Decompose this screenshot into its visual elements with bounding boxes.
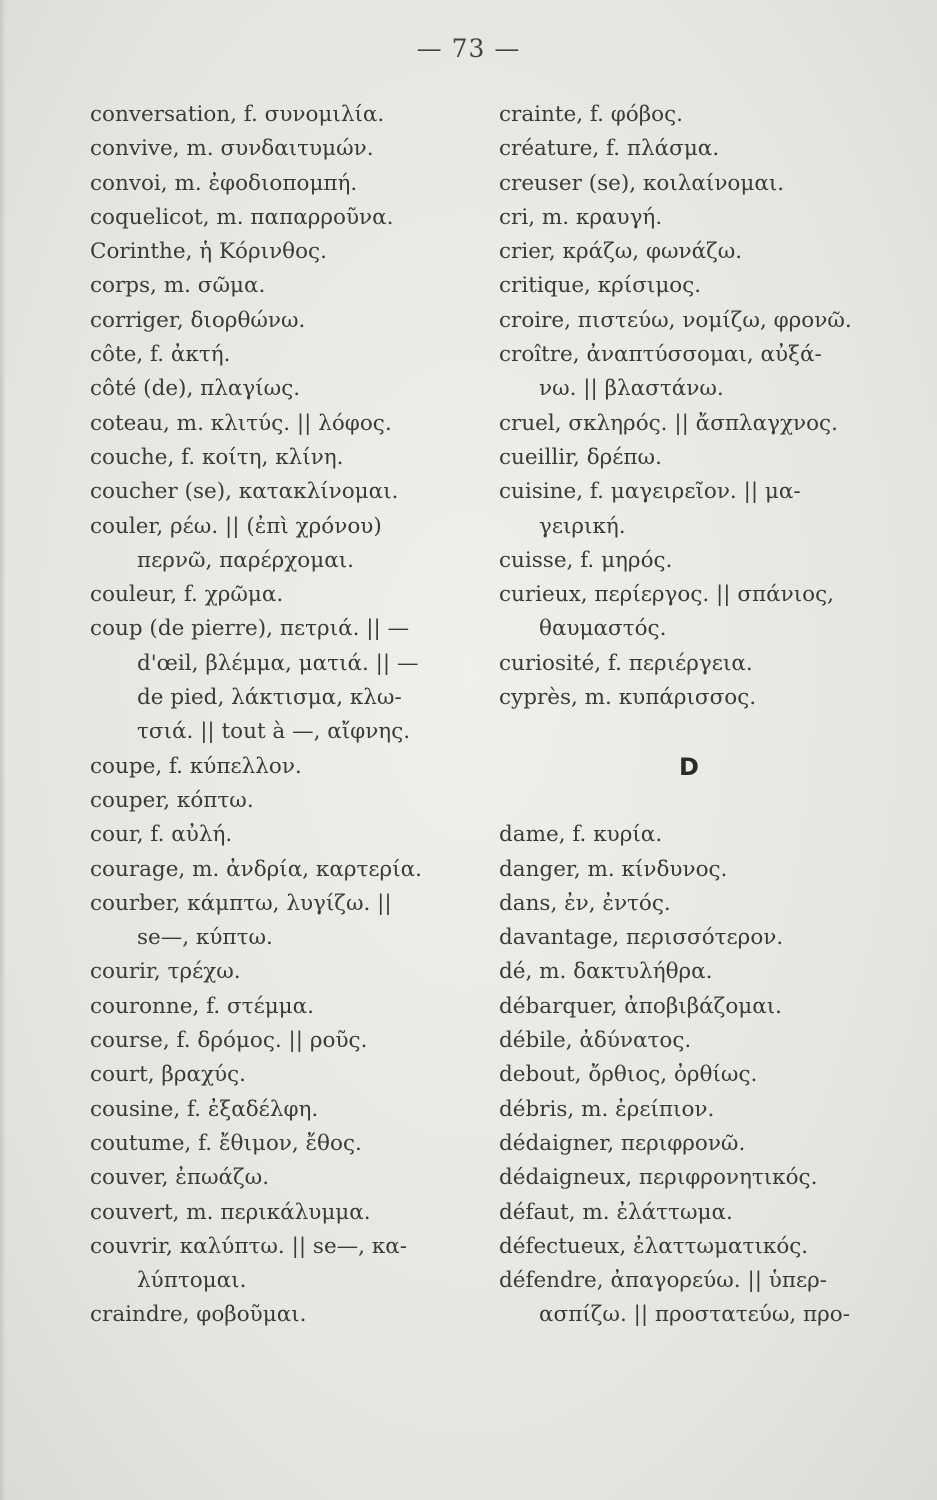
entry-continuation: λύπτομαι. [137,1268,247,1294]
dictionary-entry: couvrir, καλύπτω. || se—, κα- [90,1233,408,1259]
dictionary-entry: court, βραχύς. [90,1062,246,1088]
entry-continuation: se—, κύπτω. [137,925,273,951]
left-column [90,98,480,1333]
dictionary-entry: creuser (se), κοιλαίνομαι. [499,170,785,196]
dictionary-entry: couler, ρέω. || (ἐπὶ χρόνου) [90,513,382,539]
dictionary-entry: cyprès, m. κυπάρισσος. [499,685,757,711]
dictionary-entry: coteau, m. κλιτύς. || λόφος. [90,410,392,436]
dictionary-entry: davantage, περισσότερον. [499,925,784,951]
entry-continuation: θαυμαστός. [539,616,667,642]
entry-continuation: νω. || βλαστάνω. [539,376,724,402]
dictionary-entry: crainte, f. φόβος. [499,102,683,127]
entry-continuation: ασπίζω. || προστατεύω, προ- [539,1302,851,1328]
dictionary-entry: cour, f. αὐλή. [90,822,233,848]
dictionary-entry: cri, m. κραυγή. [499,204,663,230]
dictionary-entry: crier, κράζω, φωνάζω. [499,239,743,265]
dictionary-entry: croître, ἀναπτύσσομαι, αὐξά- [499,342,822,368]
dictionary-entry: cousine, f. ἐξαδέλφη. [90,1096,319,1122]
section-letter: D [679,752,699,781]
dictionary-entry: Corinthe, ἡ Κόρινθος. [90,239,327,265]
entry-continuation: περνῶ, παρέρχομαι. [137,547,354,573]
dictionary-entry: debout, ὄρθιος, ὀρθίως. [499,1062,758,1088]
dictionary-entry: débile, ἀδύνατος. [499,1028,692,1054]
dictionary-entry: curieux, περίεργος. || σπάνιος, [499,582,834,608]
dictionary-entry: dédaigneux, περιφρονητικός. [499,1165,818,1191]
dictionary-entry: débarquer, ἀποβιβάζομαι. [499,993,783,1019]
dictionary-entry: courage, m. ἀνδρία, καρτερία. [90,856,422,882]
dictionary-entry: courir, τρέχω. [90,959,241,985]
dictionary-entry: couche, f. κοίτη, κλίνη. [90,444,344,470]
dictionary-entry: coquelicot, m. παπαρροῦνα. [90,204,394,230]
dictionary-entry: curiosité, f. περιέργεια. [499,650,753,676]
dictionary-entry: défaut, m. ἐλάττωμα. [499,1199,733,1225]
dictionary-entry: convive, m. συνδαιτυμών. [90,136,374,162]
dictionary-entry: couper, κόπτω. [90,787,254,813]
dictionary-entry: couver, ἐπωάζω. [90,1165,270,1191]
entry-continuation: τσιά. || tout à —, αἴφνης. [137,719,411,745]
dictionary-entry: cueillir, δρέπω. [499,444,662,470]
entry-continuation: de pied, λάκτισμα, κλω- [137,685,402,711]
page-number: — 73 — [416,34,521,63]
entry-continuation: d'œil, βλέμμα, ματιά. || — [137,650,419,676]
dictionary-entry: coutume, f. ἔθιμον, ἔθος. [90,1130,362,1156]
dictionary-entry: corriger, διορθώνω. [90,307,306,333]
dictionary-entry: dans, ἐν, ἐντός. [499,890,671,916]
right-column [499,98,879,1333]
dictionary-entry: convoi, m. ἐφοδιοπομπή. [90,170,358,196]
entry-continuation: γειρική. [539,513,626,539]
dictionary-entry: danger, m. κίνδυνος. [499,856,728,882]
dictionary-entry: corps, m. σῶμα. [90,273,266,299]
dictionary-entry: côte, f. ἀκτή. [90,342,231,368]
dictionary-entry: dame, f. κυρία. [499,822,663,848]
dictionary-entry: coupe, f. κύπελλον. [90,753,302,779]
dictionary-entry: conversation, f. συνομιλία. [90,102,385,127]
dictionary-entry: couleur, f. χρῶμα. [90,582,284,608]
dictionary-entry: critique, κρίσιμος. [499,273,702,299]
section-spacer [499,784,879,818]
dictionary-entry: course, f. δρόμος. || ροῦς. [90,1028,368,1054]
page-edge-shadow [0,0,6,1500]
dictionary-entry: cruel, σκληρός. || ἄσπλαγχνος. [499,410,838,436]
dictionary-entry: créature, f. πλάσμα. [499,136,720,162]
dictionary-entry: coucher (se), κατακλίνομαι. [90,479,399,505]
dictionary-entry: dé, m. δακτυλήθρα. [499,959,713,985]
dictionary-entry: dédaigner, περιφρονῶ. [499,1130,746,1156]
dictionary-entry: couronne, f. στέμμα. [90,993,315,1019]
dictionary-entry: couvert, m. περικάλυμμα. [90,1199,371,1225]
dictionary-entry: croire, πιστεύω, νομίζω, φρονῶ. [499,307,852,333]
dictionary-entry: cuisse, f. μηρός. [499,547,673,573]
section-spacer [499,715,879,749]
dictionary-entry: coup (de pierre), πετριά. || — [90,616,410,642]
dictionary-entry: débris, m. ἐρείπιον. [499,1096,715,1122]
dictionary-entry: craindre, φοβοῦμαι. [90,1302,307,1328]
dictionary-entry: côté (de), πλαγίως. [90,376,301,402]
dictionary-entry: défendre, ἀπαγορεύω. || ὑπερ- [499,1268,828,1294]
dictionary-entry: cuisine, f. μαγειρεῖον. || μα- [499,479,801,505]
dictionary-entry: défectueux, ἐλαττωματικός. [499,1233,809,1259]
dictionary-entry: courber, κάμπτω, λυγίζω. || [90,890,392,916]
